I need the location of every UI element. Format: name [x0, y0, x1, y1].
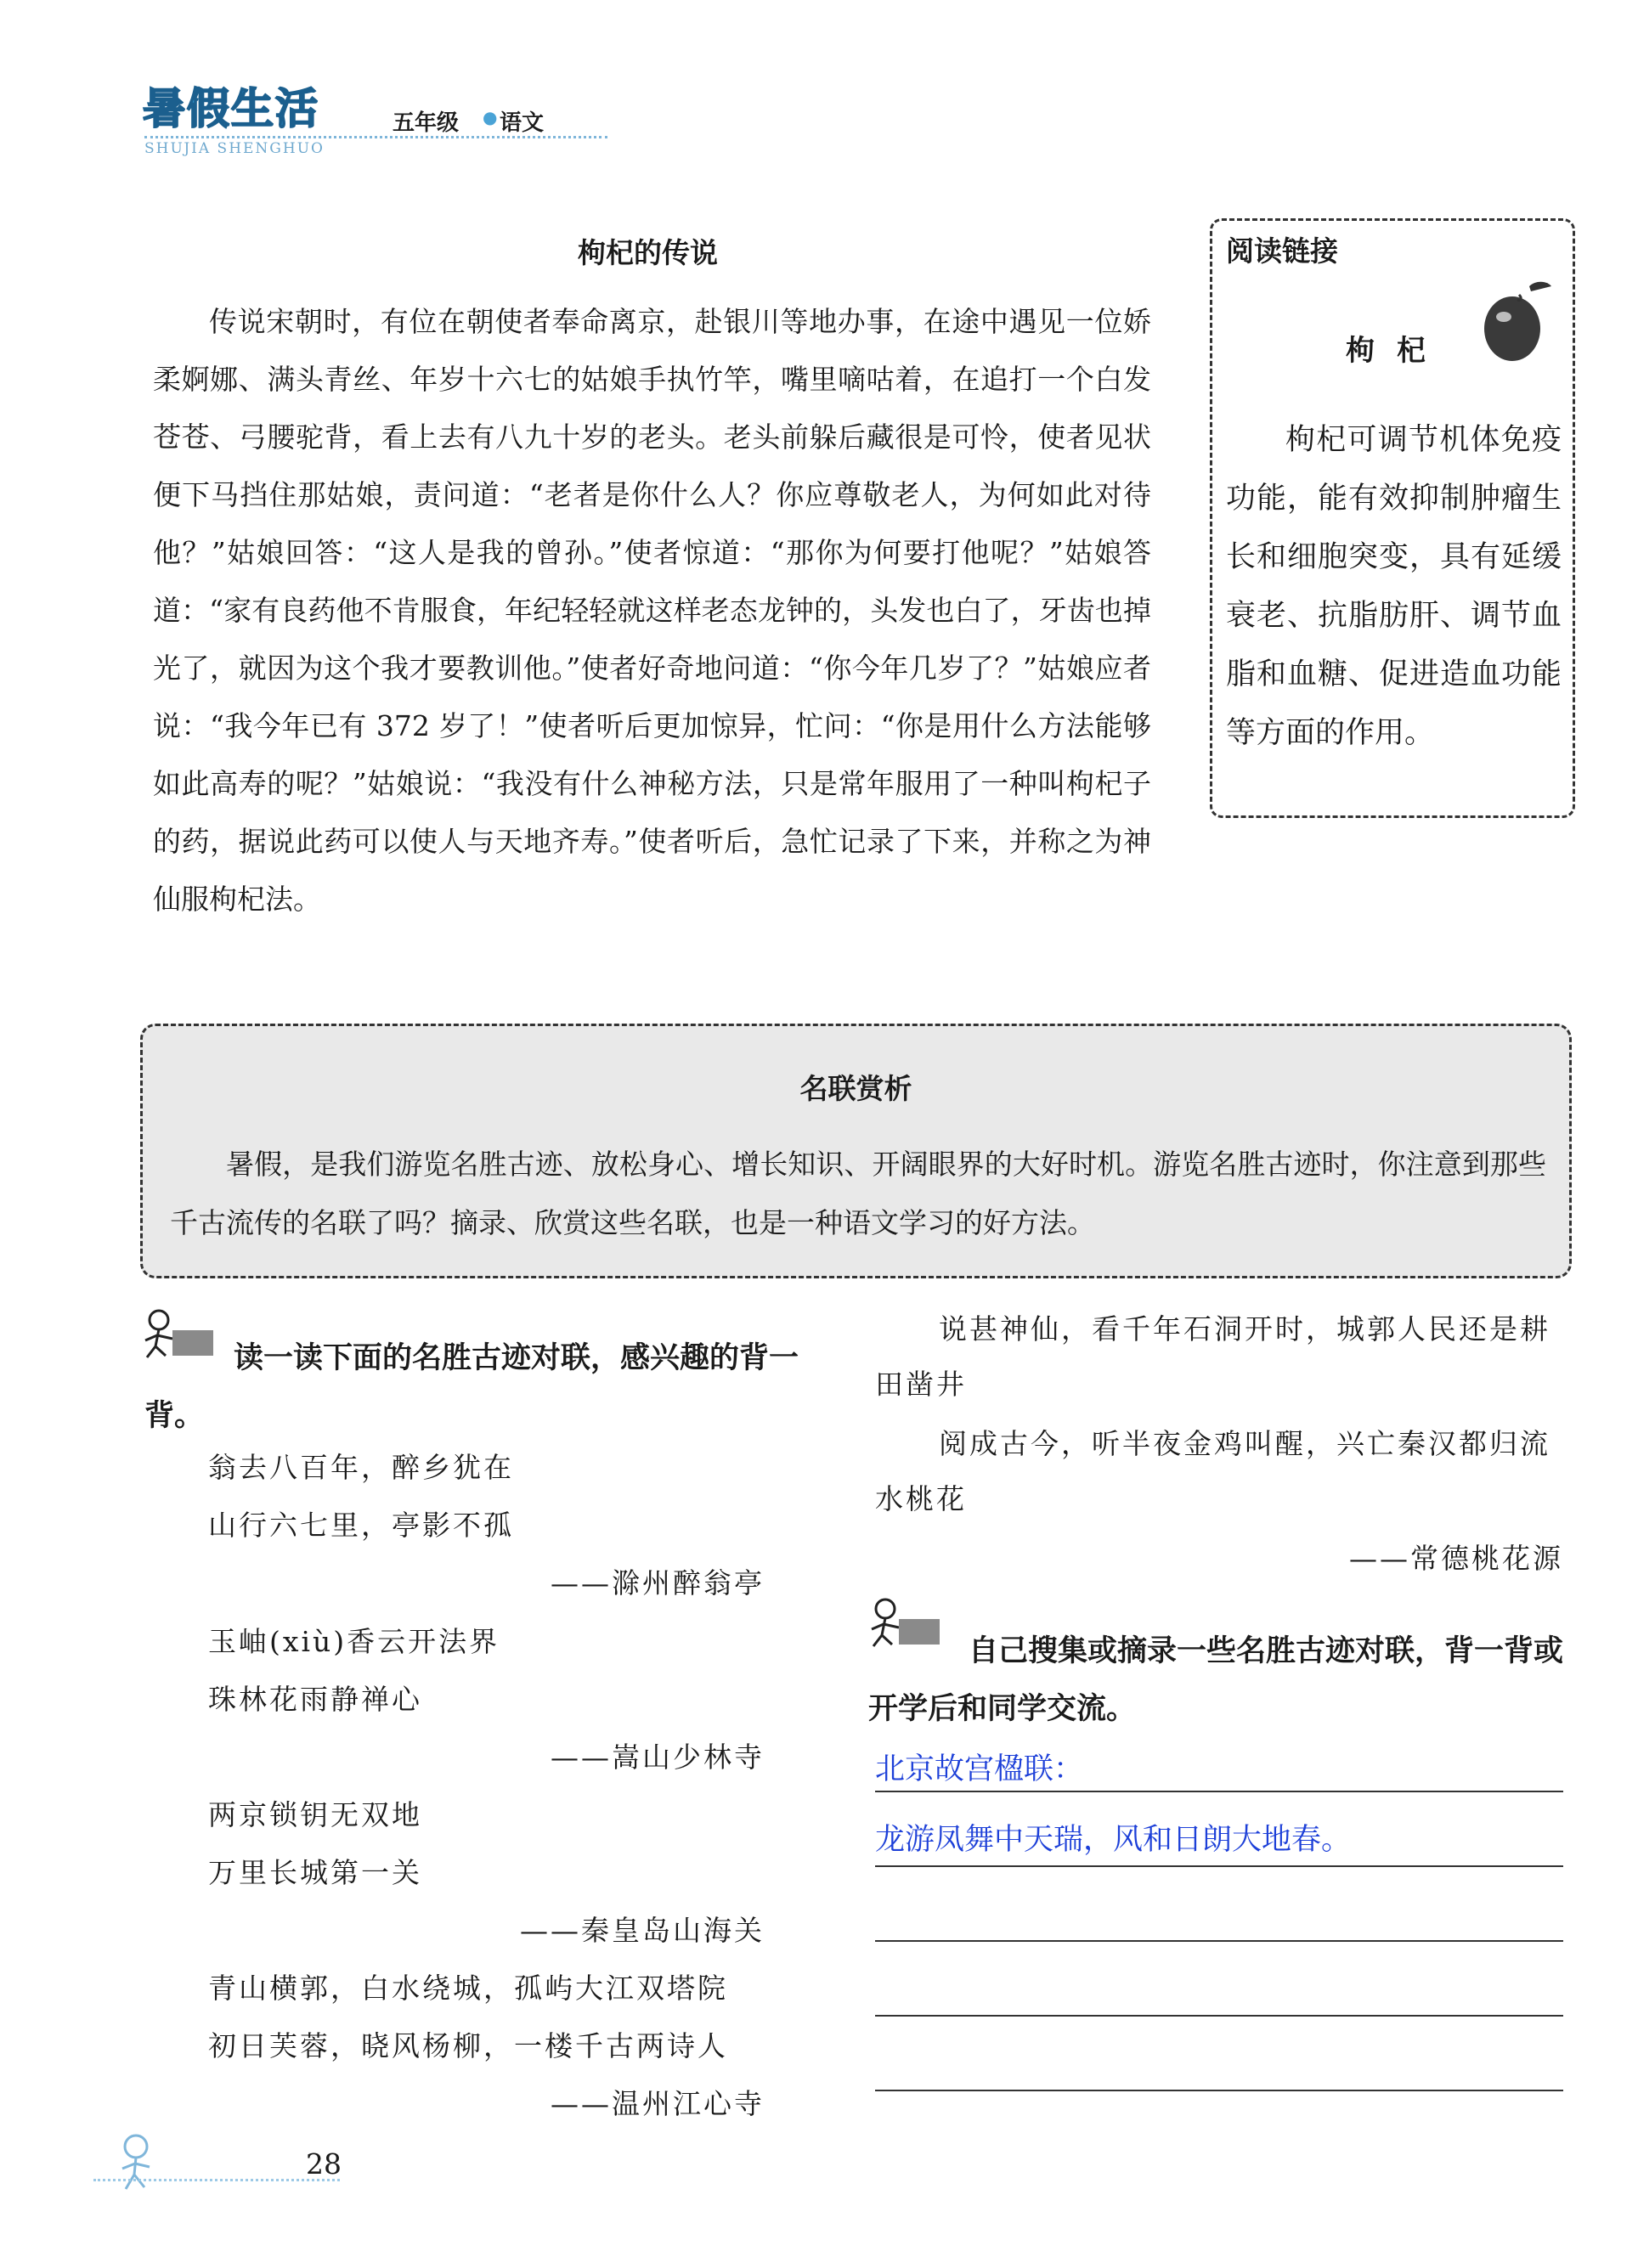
couplet-source: ——嵩山少林寺: [551, 1740, 765, 1774]
couplet-source: ——常德桃花源: [1349, 1542, 1563, 1575]
brand-pinyin: SHUJIA SHENGHUO: [144, 140, 325, 157]
couplet-line: 田凿井: [875, 1368, 967, 1401]
couplet-line: 玉岫(xiù)香云开法界: [208, 1625, 500, 1658]
couplet-appreciation-title: 名联赏析: [799, 1072, 912, 1105]
couplet-line: 两京锁钥无双地: [208, 1798, 422, 1831]
couplet-line: 说甚神仙，看千年石洞开时，城郭人民还是耕: [939, 1312, 1550, 1346]
couplet-line: 青山横郭，白水绕城，孤屿大江双塔院: [208, 1972, 728, 2005]
couplet-source: ——秦皇岛山海关: [520, 1914, 765, 1947]
answer-text-line-2: 龙游凤舞中天瑞，风和日朗大地春。: [875, 1823, 1352, 1857]
answer-line[interactable]: [875, 1940, 1563, 1942]
couplet-source: ——温州江心寺: [551, 2087, 765, 2120]
page-number: 28: [306, 2147, 342, 2181]
reading-link-heading: 枸杞: [1346, 334, 1448, 368]
couplet-appreciation-body: 暑假，是我们游览名胜古迹、放松身心、增长知识、开阔眼界的大好时机。游览名胜古迹时，你注意到那些千古流传的名联了吗？摘录、欣赏这些名联，也是一种语文学习的好方法。: [170, 1148, 1546, 1239]
story-body: 传说宋朝时，有位在朝使者奉命离京，赴银川等地办事，在途中遇见一位娇柔婀娜、满头青丝、年岁十六七的姑娘手执竹竿，嘴里嘀咕着，在追打一个白发苍苍、弓腰驼背，看上去有八九十岁的老头。老头前躲后藏很是可怜，使者见状便下马挡住那姑娘，责问道：“老者是你什么人？你应尊敬老人，为何如此对待他？”姑娘回答：“这人是我的曾孙。”使者惊道：“那你为何要打他呢？”姑娘答道：“家有良药他不肯服食，年纪轻轻就这样老态龙钟的，头发也白了，牙齿也掉光了，就因为这个我才要教训他。”使者好奇地问道：“你今年几岁了？”姑娘应者说：“我今年已有 372 岁了！”使者听后更加惊异，忙问：“你是用什么方法能够如此高寿的呢？”姑娘说：“我没有什么神秘方法，只是常年服用了一种叫枸杞子的药，据说此药可以使人与天地齐寿。”使者听后，急忙记录了下来，并称之为神仙服枸杞法。: [153, 305, 1151, 916]
answer-line[interactable]: [875, 1791, 1563, 1792]
couplet-line: 阅成古今，听半夜金鸡叫醒，兴亡秦汉都归流: [939, 1427, 1550, 1460]
brand-logo: [143, 85, 372, 133]
couplet-line: 初日芙蓉，晓风杨柳，一楼千古两诗人: [208, 2029, 728, 2062]
goji-berry-icon: [1470, 276, 1555, 370]
grade-label: 五年级: [393, 110, 460, 136]
couplet-line: 珠林花雨静禅心: [208, 1683, 422, 1716]
answer-line[interactable]: [875, 2015, 1563, 2017]
couplet-source: ——滁州醉翁亭: [551, 1566, 765, 1599]
answer-line[interactable]: [875, 2090, 1563, 2091]
answer-line[interactable]: [875, 1865, 1563, 1867]
couplet-line: 翁去八百年，醉乡犹在: [208, 1451, 514, 1484]
bullet-dot-icon: ●: [483, 107, 498, 127]
reading-link-body: 枸杞可调节机体免疫功能，能有效抑制肿瘤生长和细胞突变，具有延缓衰老、抗脂肪肝、调节血脂和血糖、促进造血功能等方面的作用。: [1226, 423, 1562, 750]
reading-link-label: 阅读链接: [1226, 234, 1338, 268]
footer-divider: [93, 2179, 340, 2181]
task2-instruction: 自己搜集或摘录一些名胜古迹对联，背一背或开学后和同学交流。: [868, 1634, 1564, 1726]
subject-label: 语文: [500, 110, 545, 136]
story-title: 枸杞的传说: [578, 236, 718, 269]
task1-instruction: 读一读下面的名胜古迹对联，感兴趣的背一背。: [144, 1341, 799, 1433]
couplet-line: 水桃花: [875, 1482, 967, 1515]
couplet-line: 万里长城第一关: [208, 1856, 422, 1889]
header-divider: [144, 136, 607, 138]
couplet-line: 山行六七里，亭影不孤: [208, 1509, 514, 1542]
brand-title: 暑假生活: [143, 84, 319, 133]
footer-kid-icon: [93, 2128, 178, 2196]
answer-text-line-1: 北京故宫楹联：: [875, 1752, 1084, 1786]
